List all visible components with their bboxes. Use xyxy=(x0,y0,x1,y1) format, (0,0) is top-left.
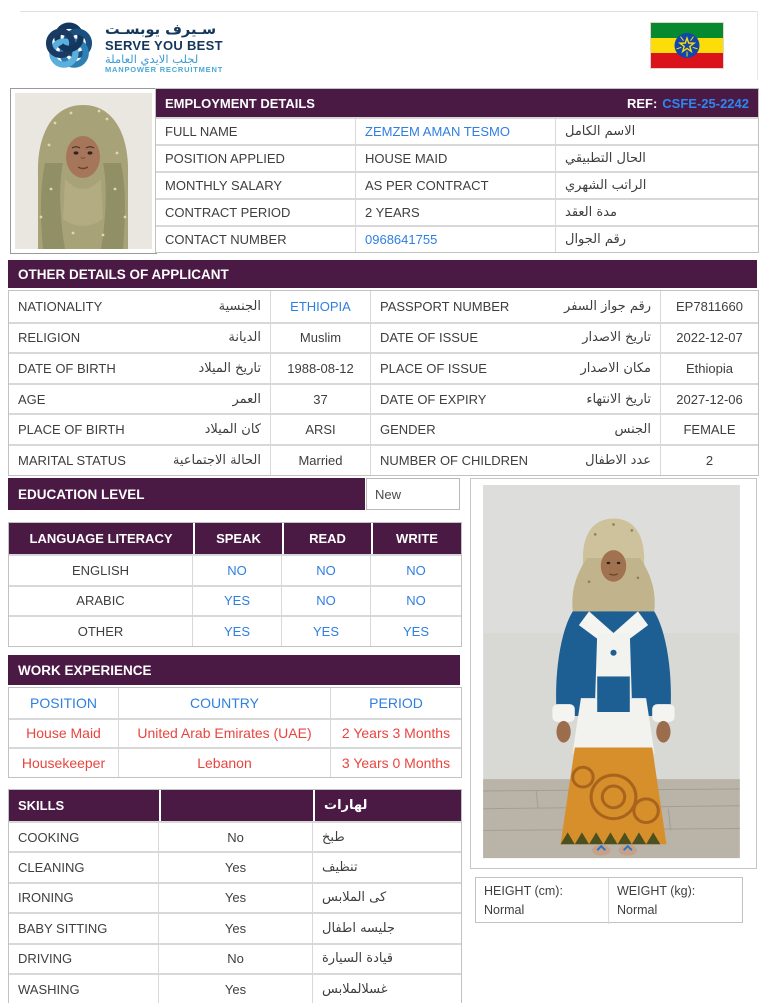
height-field xyxy=(476,878,609,924)
weight-label: WEIGHT (kg): xyxy=(617,884,696,898)
physical-stats-table xyxy=(475,877,743,923)
applicant-full-body-photo xyxy=(470,478,757,869)
height-value: Normal xyxy=(484,902,525,917)
ref-value[interactable]: CSFE-25-2242 xyxy=(662,95,749,111)
cooking-label: COOKING xyxy=(9,821,159,851)
number-of-children-value: 2 xyxy=(661,444,758,475)
full-name-label: FULL NAME xyxy=(156,117,356,144)
cooking-value: No xyxy=(159,821,313,851)
work-experience-table xyxy=(8,687,462,778)
applicant-portrait-photo xyxy=(10,88,157,254)
washing-label: WASHING xyxy=(9,973,159,1003)
height-label: HEIGHT (cm): xyxy=(484,884,563,898)
language-literacy-table xyxy=(8,522,462,647)
date-of-expiry-value: 2027-12-06 xyxy=(661,383,758,414)
gender-label: GENDER الجنس xyxy=(371,413,661,444)
religion-label: RELIGION الديانة xyxy=(9,322,271,353)
read-header: READ xyxy=(282,523,371,554)
contact-number-label: CONTACT NUMBER xyxy=(156,225,356,252)
english-speak: NO xyxy=(193,554,282,585)
experience-period: 3 Years 0 Months xyxy=(331,747,461,777)
education-level-header: EDUCATION LEVEL xyxy=(8,478,365,510)
contract-period-arabic: مدة العقد xyxy=(556,198,758,225)
weight-field xyxy=(609,878,742,924)
other-write: YES xyxy=(371,615,461,646)
nationality-label: NATIONALITY الجنسية xyxy=(9,291,271,322)
top-divider xyxy=(20,11,757,12)
cleaning-value: Yes xyxy=(159,851,313,881)
logo-english-subtitle: MANPOWER RECRUITMENT xyxy=(105,65,224,75)
speak-header: SPEAK xyxy=(193,523,282,554)
employment-details-table xyxy=(155,88,759,253)
skills-header-spacer xyxy=(159,790,313,821)
arabic-read: NO xyxy=(282,585,371,616)
skills-title-arabic: لهارات xyxy=(313,790,461,821)
ironing-value: Yes xyxy=(159,882,313,912)
full-name-arabic: الاسم الكامل xyxy=(556,117,758,144)
write-header: WRITE xyxy=(371,523,461,554)
weight-value: Normal xyxy=(617,902,658,917)
contact-number-arabic: رقم الجوال xyxy=(556,225,758,252)
marital-status-label: MARITAL STATUS الحالة الاجتماعية xyxy=(9,444,271,475)
date-of-birth-value: 1988-08-12 xyxy=(271,352,371,383)
gender-value: FEMALE xyxy=(661,413,758,444)
english-write: NO xyxy=(371,554,461,585)
cleaning-label: CLEANING xyxy=(9,851,159,881)
other-language-label: OTHER xyxy=(9,615,193,646)
position-applied-value: HOUSE MAID xyxy=(356,144,556,171)
date-of-issue-value: 2022-12-07 xyxy=(661,322,758,353)
number-of-children-label: NUMBER OF CHILDREN عدد الاطفال xyxy=(371,444,661,475)
full-name-value[interactable]: ZEMZEM AMAN TESMO xyxy=(356,117,556,144)
washing-arabic: غسلالملابس xyxy=(313,973,461,1003)
nationality-value[interactable]: ETHIOPIA xyxy=(271,291,371,322)
other-details-header: OTHER DETAILS OF APPLICANT xyxy=(8,260,757,288)
marital-status-value: Married xyxy=(271,444,371,475)
washing-value: Yes xyxy=(159,973,313,1003)
contact-number-value[interactable]: 0968641755 xyxy=(356,225,556,252)
other-speak: YES xyxy=(193,615,282,646)
driving-value: No xyxy=(159,943,313,973)
experience-position: House Maid xyxy=(9,718,119,748)
contract-period-value: 2 YEARS xyxy=(356,198,556,225)
arabic-speak: YES xyxy=(193,585,282,616)
logo-arabic-subtitle: لجلب الايدي العاملة xyxy=(105,52,199,67)
baby-sitting-value: Yes xyxy=(159,912,313,942)
passport-number-value: EP7811660 xyxy=(661,291,758,322)
country-column-header: COUNTRY xyxy=(119,688,331,718)
ironing-arabic: كى الملابس xyxy=(313,882,461,912)
baby-sitting-label: BABY SITTING xyxy=(9,912,159,942)
other-details-table xyxy=(8,290,759,476)
work-experience-header: WORK EXPERIENCE xyxy=(8,655,460,685)
arabic-write: NO xyxy=(371,585,461,616)
religion-value: Muslim xyxy=(271,322,371,353)
agency-logo xyxy=(40,17,223,80)
monthly-salary-arabic: الراتب الشهري xyxy=(556,171,758,198)
skills-title: SKILLS xyxy=(9,790,159,821)
driving-arabic: قيادة السيارة xyxy=(313,943,461,973)
baby-sitting-arabic: جليسه اطفال xyxy=(313,912,461,942)
passport-number-label: PASSPORT NUMBER رقم جواز السفر xyxy=(371,291,661,322)
date-of-issue-label: DATE OF ISSUE تاريخ الاصدار xyxy=(371,322,661,353)
date-of-birth-label: DATE OF BIRTH تاريخ الميلاد xyxy=(9,352,271,383)
ethiopia-flag-icon xyxy=(650,22,724,69)
language-literacy-header: LANGUAGE LITERACY xyxy=(9,523,193,554)
age-value: 37 xyxy=(271,383,371,414)
place-of-issue-label: PLACE OF ISSUE مكان الاصدار xyxy=(371,352,661,383)
ironing-label: IRONING xyxy=(9,882,159,912)
english-read: NO xyxy=(282,554,371,585)
ref-field xyxy=(556,89,758,117)
education-level-value: New xyxy=(366,478,460,510)
position-column-header: POSITION xyxy=(9,688,119,718)
date-of-expiry-label: DATE OF EXPIRY تاريخ الانتهاء xyxy=(371,383,661,414)
place-of-birth-label: PLACE OF BIRTH كان الميلاد xyxy=(9,413,271,444)
position-applied-label: POSITION APPLIED xyxy=(156,144,356,171)
cooking-arabic: طبخ xyxy=(313,821,461,851)
arabic-label: ARABIC xyxy=(9,585,193,616)
driving-label: DRIVING xyxy=(9,943,159,973)
experience-period: 2 Years 3 Months xyxy=(331,718,461,748)
logo-english-title: SERVE YOU BEST xyxy=(105,37,223,53)
knot-logo-icon xyxy=(40,17,98,80)
contract-period-label: CONTRACT PERIOD xyxy=(156,198,356,225)
monthly-salary-label: MONTHLY SALARY xyxy=(156,171,356,198)
ref-label: REF: xyxy=(626,95,658,111)
employment-details-title: EMPLOYMENT DETAILS xyxy=(156,89,556,117)
place-of-issue-value: Ethiopia xyxy=(661,352,758,383)
cleaning-arabic: تنظيف xyxy=(313,851,461,881)
skills-table xyxy=(8,789,462,1003)
place-of-birth-value: ARSI xyxy=(271,413,371,444)
english-label: ENGLISH xyxy=(9,554,193,585)
experience-country: United Arab Emirates (UAE) xyxy=(119,718,331,748)
logo-arabic-title: سـيرف يوبسـت xyxy=(105,22,217,39)
period-column-header: PERIOD xyxy=(331,688,461,718)
experience-position: Housekeeper xyxy=(9,747,119,777)
right-divider xyxy=(757,11,758,80)
other-read: YES xyxy=(282,615,371,646)
monthly-salary-value: AS PER CONTRACT xyxy=(356,171,556,198)
experience-country: Lebanon xyxy=(119,747,331,777)
age-label: AGE العمر xyxy=(9,383,271,414)
position-applied-arabic: الحال التطبيقي xyxy=(556,144,758,171)
